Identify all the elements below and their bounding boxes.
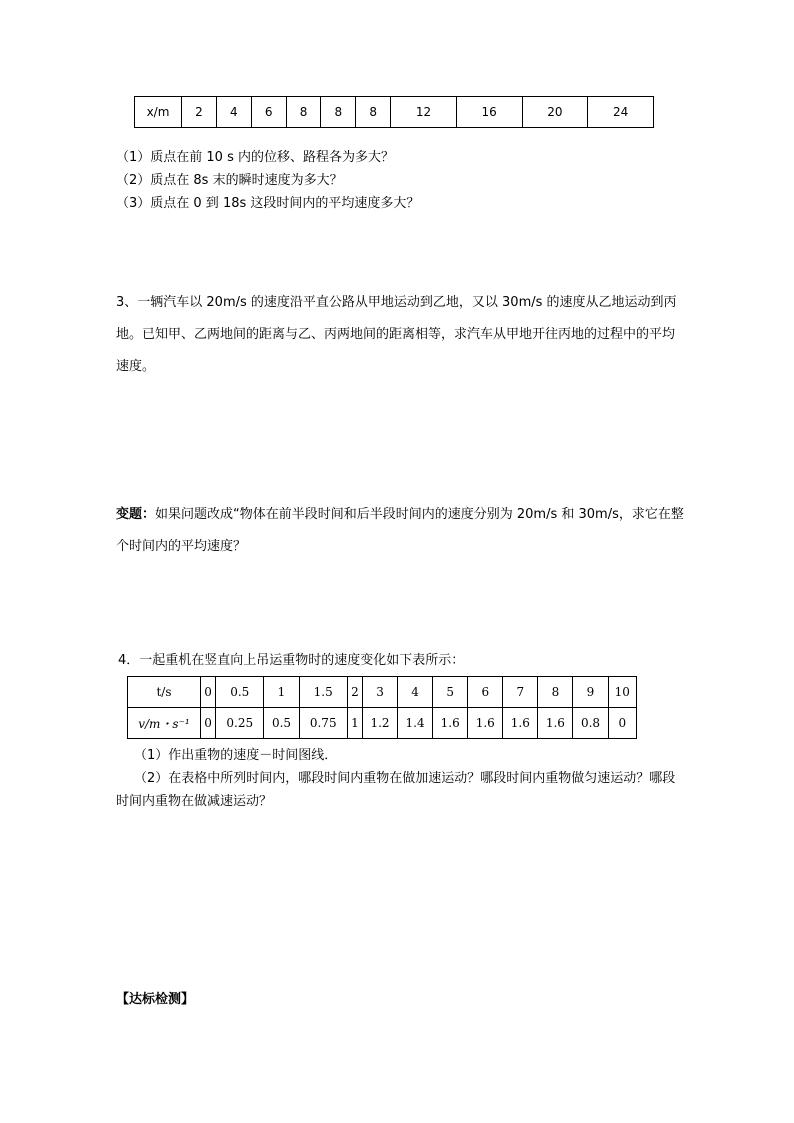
table-cell: 1 [347,708,362,739]
question-3: 3、一辆汽车以 20m/s 的速度沿平直公路从甲地运动到乙地，又以 30m/s 的速度从乙地运动到丙地。已知甲、乙两地间的距离与乙、丙两地间的距离相等，求汽车从甲地开往丙地的过程中的平均速度。 [116,295,677,374]
table-cell: 24 [588,97,654,128]
table-cell: 5 [433,677,468,708]
table-header-cell: x/m [135,97,182,128]
table-cell: 8 [321,97,356,128]
velocity-table [127,676,637,739]
section-heading: 【达标检测】 [116,992,195,1007]
q4-sub2: （2）在表格中所列时间内，哪段时间内重物在做加速运动？哪段时间内重物做匀速运动？哪段时间内重物在做减速运动？ [116,771,676,809]
table-cell: 1.4 [398,708,433,739]
table-cell: 4 [398,677,433,708]
table-cell: 1.2 [362,708,397,739]
question-4-intro: 4．一起重机在竖直向上吊运重物时的速度变化如下表所示： [118,653,465,668]
variant-question [116,499,686,563]
table-cell: 6 [468,677,503,708]
table-cell: 0 [608,708,636,739]
table-cell: 0 [201,708,216,739]
table-cell: 8 [286,97,321,128]
table-cell: 0.5 [264,708,299,739]
table-cell: 3 [362,677,397,708]
table-row [135,97,654,128]
table-cell: 0.25 [216,708,264,739]
table-cell: 0.8 [573,708,608,739]
table-cell: 0.5 [216,677,264,708]
variant-label: 变题： [116,507,156,522]
variant-text: 如果问题改成“物体在前半段时间和后半段时间内的速度分别为 20m/s 和 30m/s，求它在整个时间内的平均速度？ [116,507,684,554]
table-cell: 1.6 [433,708,468,739]
table-cell: 16 [456,97,522,128]
table-cell: 7 [503,677,538,708]
position-table [134,96,654,128]
table-cell: 1 [264,677,299,708]
table-cell: 6 [251,97,286,128]
table-cell: 0.75 [299,708,347,739]
table-header-cell: v/m・s⁻¹ [128,708,201,739]
table-cell: 20 [522,97,588,128]
q2-sub3: （3）质点在 0 到 18s 这段时间内的平均速度多大？ [116,196,420,211]
table-cell: 2 [182,97,217,128]
table-cell: 8 [538,677,573,708]
table-cell: 1.6 [538,708,573,739]
table-cell: 1.6 [468,708,503,739]
table-row [128,708,637,739]
table-cell: 1.6 [503,708,538,739]
table-cell: 2 [347,677,362,708]
table-cell: 9 [573,677,608,708]
table-cell: 10 [608,677,636,708]
table-cell: 1.5 [299,677,347,708]
table-row [128,677,637,708]
table-cell: 12 [391,97,457,128]
table-cell: 4 [216,97,251,128]
table-cell: 8 [356,97,391,128]
q4-sub1: （1）作出重物的速度－时间图线． [134,748,338,763]
table-cell: 0 [201,677,216,708]
q2-sub2: （2）质点在 8s 末的瞬时速度为多大？ [116,173,343,188]
table-header-cell: t/s [128,677,201,708]
q2-sub1: （1）质点在前 10 s 内的位移、路程各为多大？ [116,150,394,165]
